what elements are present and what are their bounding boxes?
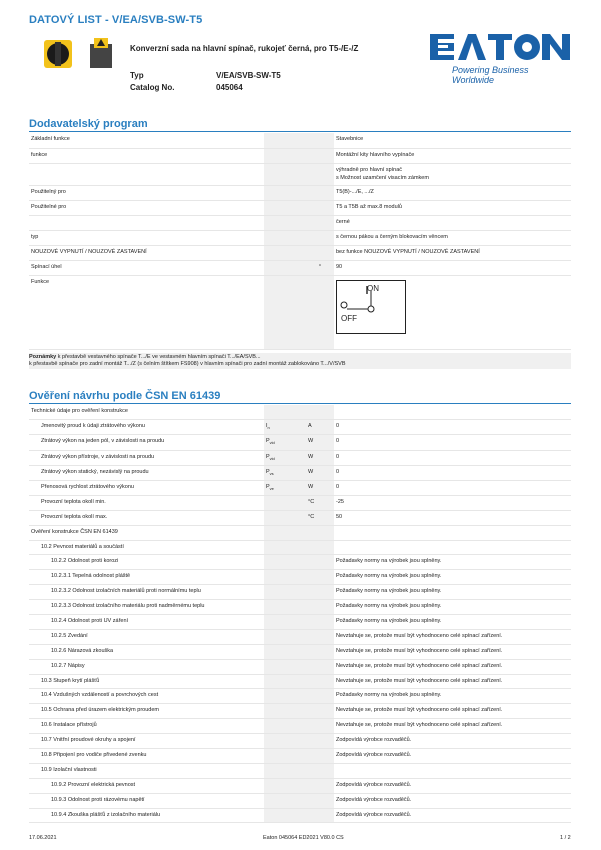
row-unit xyxy=(306,778,334,793)
table-row xyxy=(29,450,571,465)
verification-table xyxy=(29,405,571,823)
row-symbol-sub: vs xyxy=(269,470,274,476)
row-value: Stavebnice xyxy=(334,133,571,148)
section-rule xyxy=(29,403,571,404)
table-row xyxy=(29,185,571,200)
row-label: Ztrátový výkon statický, nezávislý na proudu xyxy=(29,465,264,480)
row-unit xyxy=(306,763,334,778)
row-value: Zodpovídá výrobce rozvaděčů. xyxy=(334,793,571,808)
switch-symbol-icon xyxy=(337,281,407,335)
table-row xyxy=(29,495,571,510)
row-unit: °C xyxy=(306,495,334,510)
row-unit xyxy=(306,674,334,689)
row-label: 10.3 Stupeň krytí plášťů xyxy=(29,674,264,689)
table-row xyxy=(29,763,571,778)
row-symbol xyxy=(264,215,306,230)
table-row xyxy=(29,163,571,185)
table-row xyxy=(29,465,571,480)
row-unit xyxy=(306,555,334,570)
row-label xyxy=(29,163,264,185)
row-label: 10.9.3 Odolnost proti rázovému napětí xyxy=(29,793,264,808)
eaton-tagline: Powering Business Worldwide xyxy=(452,65,529,85)
row-label: funkce xyxy=(29,148,264,163)
section-rule xyxy=(29,131,571,132)
row-unit xyxy=(306,570,334,585)
row-value: Nevztahuje se, protože musí být vyhodnoceno celé spínací zařízení. xyxy=(334,629,571,644)
row-value: Požadavky normy na výrobek jsou splněny. xyxy=(334,689,571,704)
row-unit xyxy=(306,525,334,540)
row-value: Požadavky normy na výrobek jsou splněny. xyxy=(334,585,571,600)
row-symbol xyxy=(264,435,306,450)
table-row xyxy=(29,555,571,570)
row-label: NOUZOVÉ VYPNUTÍ / NOUZOVÉ ZASTAVENÍ xyxy=(29,245,264,260)
row-symbol xyxy=(264,275,306,349)
row-unit xyxy=(306,749,334,764)
table-row xyxy=(29,659,571,674)
row-symbol xyxy=(264,749,306,764)
row-label: 10.9.4 Zkouška plášťů z izolačního materiálu xyxy=(29,808,264,823)
table-row xyxy=(29,808,571,823)
section-title-supply: Dodavatelský program xyxy=(29,118,148,130)
type-value: V/EA/SVB-SW-T5 xyxy=(216,71,281,80)
row-unit xyxy=(306,614,334,629)
section-title-verification: Ověření návrhu podle ČSN EN 61439 xyxy=(29,390,221,402)
row-value: Nevztahuje se, protože musí být vyhodnoceno celé spínací zařízení. xyxy=(334,704,571,719)
row-label: 10.9 Izolační vlastnosti xyxy=(29,763,264,778)
row-symbol-main: I xyxy=(266,423,268,430)
row-symbol xyxy=(264,793,306,808)
row-label: 10.2.3.2 Odolnost izolačních materiálů proti normálnímu teplu xyxy=(29,585,264,600)
row-symbol xyxy=(264,163,306,185)
row-label: 10.5 Ochrana před úrazem elektrickým proudem xyxy=(29,704,264,719)
row-unit xyxy=(306,585,334,600)
table-row xyxy=(29,133,571,148)
row-value xyxy=(334,405,571,420)
remarks-line1: k přestavbě vestavného spínače T.../E ve vestavném hlavním spínači T.../EA/SVB... xyxy=(56,354,261,360)
row-unit xyxy=(306,133,334,148)
row-unit xyxy=(306,163,334,185)
table-row xyxy=(29,749,571,764)
row-label: 10.2.5 Zvedání xyxy=(29,629,264,644)
row-value: 0 xyxy=(334,420,571,435)
row-value: Zodpovídá výrobce rozvaděčů. xyxy=(334,778,571,793)
row-symbol xyxy=(264,245,306,260)
row-symbol xyxy=(264,570,306,585)
row-unit xyxy=(306,275,334,349)
row-label: Spínací úhel xyxy=(29,260,264,275)
row-unit xyxy=(306,704,334,719)
catalog-label: Catalog No. xyxy=(130,83,175,92)
row-value: Montážní kity hlavního vypínače xyxy=(334,148,571,163)
row-label: 10.4 Vzdušných vzdáleností a povrchových cest xyxy=(29,689,264,704)
row-symbol xyxy=(264,719,306,734)
row-symbol xyxy=(264,808,306,823)
datasheet-title: DATOVÝ LIST - V/EA/SVB-SW-T5 xyxy=(29,14,203,26)
row-value: s černou pákou a černým blokovacím věncem xyxy=(334,230,571,245)
row-value: výhradně pro hlavní spínač s Možnost uzamčení visacím zámkem xyxy=(334,163,571,185)
row-unit xyxy=(306,808,334,823)
row-value: bez funkce NOUZOVÉ VYPNUTÍ / NOUZOVÉ ZASTAVENÍ xyxy=(334,245,571,260)
row-label: 10.2.3.1 Tepelná odolnost pláště xyxy=(29,570,264,585)
table-row xyxy=(29,420,571,435)
row-unit xyxy=(306,245,334,260)
row-unit: W xyxy=(306,465,334,480)
row-label: 10.8 Připojení pro vodiče přivedené zvenku xyxy=(29,749,264,764)
table-row xyxy=(29,435,571,450)
table-row xyxy=(29,689,571,704)
table-row xyxy=(29,793,571,808)
table-row xyxy=(29,200,571,215)
row-value: černé xyxy=(334,215,571,230)
row-unit xyxy=(306,215,334,230)
row-label: Použitelný pro xyxy=(29,185,264,200)
row-label: Použitelné pro xyxy=(29,200,264,215)
row-symbol xyxy=(264,148,306,163)
row-symbol-sub: vid xyxy=(269,440,275,446)
row-label: Funkce xyxy=(29,275,264,349)
row-symbol xyxy=(264,734,306,749)
table-row xyxy=(29,600,571,615)
row-symbol xyxy=(264,510,306,525)
catalog-value: 045064 xyxy=(216,83,243,92)
row-unit xyxy=(306,689,334,704)
row-symbol xyxy=(264,420,306,435)
row-value: -25 xyxy=(334,495,571,510)
table-row xyxy=(29,614,571,629)
table-row xyxy=(29,260,571,275)
row-symbol xyxy=(264,450,306,465)
row-unit: °C xyxy=(306,510,334,525)
remarks xyxy=(29,353,571,369)
table-row xyxy=(29,704,571,719)
row-label: 10.9.2 Provozní elektrická pevnost xyxy=(29,778,264,793)
row-symbol xyxy=(264,689,306,704)
row-symbol xyxy=(264,405,306,420)
footer-page: 1 / 2 xyxy=(560,835,571,841)
row-value: Nevztahuje se, protože musí být vyhodnoceno celé spínací zařízení. xyxy=(334,719,571,734)
row-label: Technické údaje pro ověření konstrukce xyxy=(29,405,264,420)
row-label: Přenosová rychlost ztrátového výkonu xyxy=(29,480,264,495)
remarks-label: Poznámky xyxy=(29,354,57,360)
row-label: 10.6 Instalace přístrojů xyxy=(29,719,264,734)
row-label: Ztrátový výkon na jeden pól, v závislosti na proudu xyxy=(29,435,264,450)
switch-position-diagram xyxy=(336,280,406,334)
row-value: 50 xyxy=(334,510,571,525)
eaton-wordmark-icon xyxy=(430,32,570,62)
row-symbol xyxy=(264,644,306,659)
table-row xyxy=(29,480,571,495)
eaton-logo xyxy=(430,32,570,85)
row-symbol xyxy=(264,260,306,275)
row-value: Zodpovídá výrobce rozvaděčů. xyxy=(334,749,571,764)
row-value: 0 xyxy=(334,480,571,495)
product-image xyxy=(38,34,118,74)
table-row xyxy=(29,540,571,555)
row-label: 10.7 Vnitřní proudové okruhy a spojení xyxy=(29,734,264,749)
table-row xyxy=(29,510,571,525)
row-symbol xyxy=(264,555,306,570)
table-row xyxy=(29,525,571,540)
row-unit xyxy=(306,405,334,420)
row-label: 10.2.3.3 Odolnost izolačního materiálu proti nadměrnému teplu xyxy=(29,600,264,615)
row-value: Požadavky normy na výrobek jsou splněny. xyxy=(334,570,571,585)
row-unit xyxy=(306,600,334,615)
row-unit: W xyxy=(306,450,334,465)
type-label: Typ xyxy=(130,71,144,80)
row-unit: A xyxy=(306,420,334,435)
row-symbol xyxy=(264,629,306,644)
row-symbol xyxy=(264,763,306,778)
footer-date: 17.06.2021 xyxy=(29,835,57,841)
row-symbol xyxy=(264,525,306,540)
row-label: 10.2.4 Odolnost proti UV záření xyxy=(29,614,264,629)
row-label: Provozní teplota okolí min. xyxy=(29,495,264,510)
row-symbol xyxy=(264,659,306,674)
table-row xyxy=(29,778,571,793)
table-row xyxy=(29,674,571,689)
row-value: Nevztahuje se, protože musí být vyhodnoceno celé spínací zařízení. xyxy=(334,659,571,674)
row-value: T5(B)-.../E, .../Z xyxy=(334,185,571,200)
row-value: Nevztahuje se, protože musí být vyhodnoceno celé spínací zařízení. xyxy=(334,674,571,689)
table-row xyxy=(29,230,571,245)
row-unit xyxy=(306,629,334,644)
row-symbol xyxy=(264,600,306,615)
row-symbol xyxy=(264,200,306,215)
row-label: 10.2 Pevnost materiálů a součástí xyxy=(29,540,264,555)
row-symbol xyxy=(264,540,306,555)
table-row xyxy=(29,148,571,163)
row-label: Jmenovitý proud k údaji ztrátového výkonu xyxy=(29,420,264,435)
row-value xyxy=(334,525,571,540)
row-symbol xyxy=(264,185,306,200)
row-label: Základní funkce xyxy=(29,133,264,148)
row-label: Ověření konstrukce ČSN EN 61439 xyxy=(29,525,264,540)
table-row xyxy=(29,245,571,260)
row-symbol xyxy=(264,704,306,719)
row-unit xyxy=(306,200,334,215)
row-unit xyxy=(306,540,334,555)
row-symbol xyxy=(264,480,306,495)
row-label xyxy=(29,215,264,230)
row-unit: W xyxy=(306,480,334,495)
table-row xyxy=(29,405,571,420)
row-unit: ° xyxy=(306,260,334,275)
row-symbol xyxy=(264,778,306,793)
row-symbol-main: P xyxy=(266,468,270,475)
table-row xyxy=(29,719,571,734)
row-label: 10.2.6 Nárazová zkouška xyxy=(29,644,264,659)
row-unit xyxy=(306,230,334,245)
row-value: Požadavky normy na výrobek jsou splněny. xyxy=(334,555,571,570)
table-row xyxy=(29,734,571,749)
row-value: 0 xyxy=(334,450,571,465)
row-value: 0 xyxy=(334,435,571,450)
row-symbol-sub: ve xyxy=(269,485,274,491)
row-label: 10.2.2 Odolnost proti korozi xyxy=(29,555,264,570)
row-value: Požadavky normy na výrobek jsou splněny. xyxy=(334,614,571,629)
row-label: Ztrátový výkon přístroje, v závislosti na proudu xyxy=(29,450,264,465)
table-row xyxy=(29,215,571,230)
row-unit xyxy=(306,644,334,659)
row-symbol-main: P xyxy=(266,438,270,445)
supply-table xyxy=(29,133,571,350)
row-value: Zodpovídá výrobce rozvaděčů. xyxy=(334,808,571,823)
row-unit xyxy=(306,719,334,734)
row-symbol xyxy=(264,614,306,629)
table-row xyxy=(29,585,571,600)
table-row xyxy=(29,275,571,349)
row-unit: W xyxy=(306,435,334,450)
row-value: Nevztahuje se, protože musí být vyhodnoceno celé spínací zařízení. xyxy=(334,644,571,659)
row-unit xyxy=(306,185,334,200)
diagram-off-label: OFF xyxy=(341,313,357,323)
row-value: 90 xyxy=(334,260,571,275)
row-value: T5 a T5B až max.8 modulů xyxy=(334,200,571,215)
row-label: 10.2.7 Nápisy xyxy=(29,659,264,674)
row-symbol xyxy=(264,465,306,480)
row-symbol xyxy=(264,585,306,600)
row-value xyxy=(334,275,571,349)
product-subtitle: Konverzní sada na hlavní spínač, rukojeť černá, pro T5-/E-/Z xyxy=(130,44,359,53)
row-symbol-main: P xyxy=(266,453,270,460)
row-symbol-main: P xyxy=(266,483,270,490)
row-unit xyxy=(306,734,334,749)
row-unit xyxy=(306,793,334,808)
remarks-line2: k přestavbě spínače pro zadní montáž T.../Z (s čelním štítkem FS908) v hlavním spínači pro zadní montáž zablokováno T.../V/SVB xyxy=(29,361,346,367)
row-value: Zodpovídá výrobce rozvaděčů. xyxy=(334,734,571,749)
row-value xyxy=(334,763,571,778)
row-label: Provozní teplota okolí max. xyxy=(29,510,264,525)
table-row xyxy=(29,570,571,585)
product-meta xyxy=(130,70,281,94)
diagram-on-label: ON xyxy=(367,283,379,293)
row-symbol xyxy=(264,495,306,510)
row-symbol xyxy=(264,133,306,148)
row-value xyxy=(334,540,571,555)
footer-doc-id: Eaton 045064 ED2021 V80.0 CS xyxy=(263,835,344,841)
row-symbol-sub: n xyxy=(267,425,270,431)
row-unit xyxy=(306,148,334,163)
row-value: 0 xyxy=(334,465,571,480)
table-row xyxy=(29,644,571,659)
row-symbol xyxy=(264,674,306,689)
row-symbol xyxy=(264,230,306,245)
row-symbol-sub: vid xyxy=(269,455,275,461)
table-row xyxy=(29,629,571,644)
row-unit xyxy=(306,659,334,674)
row-label: typ xyxy=(29,230,264,245)
row-value: Požadavky normy na výrobek jsou splněny. xyxy=(334,600,571,615)
